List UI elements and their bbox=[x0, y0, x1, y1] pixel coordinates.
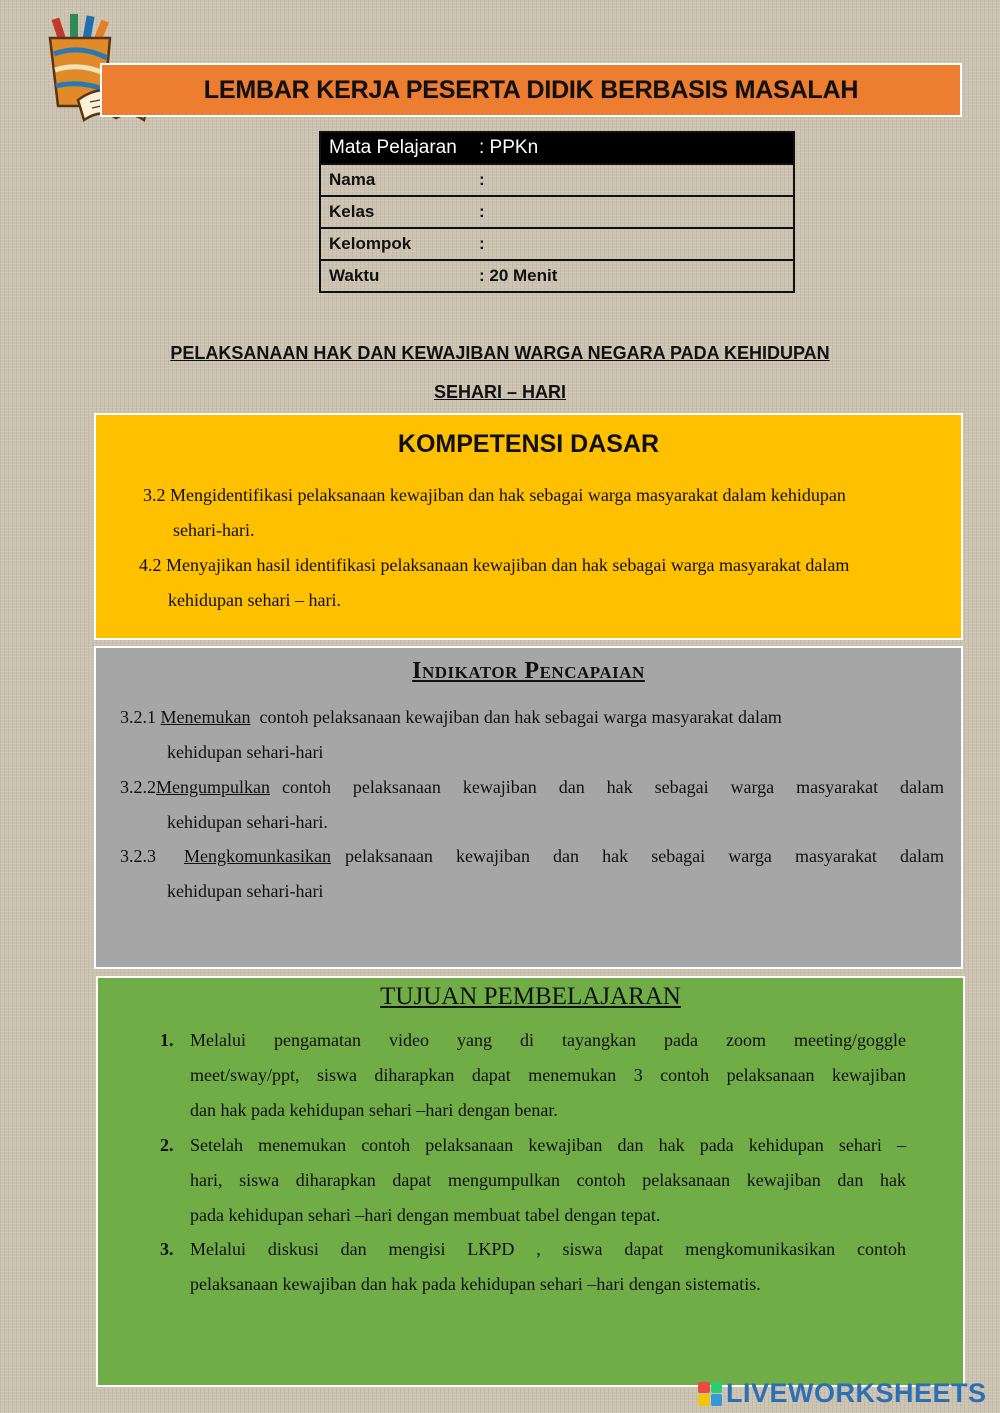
class-field[interactable]: : bbox=[471, 196, 794, 228]
indicator-line-2: kehidupan sehari-hari bbox=[167, 881, 324, 901]
indicator-line-2: kehidupan sehari-hari bbox=[167, 742, 324, 762]
subject-label: Mata Pelajaran bbox=[320, 132, 471, 164]
objective-line: meet/sway/ppt, siswa diharapkan dapat menemukan 3 contoh pelaksanaan kewajiban bbox=[190, 1065, 906, 1085]
table-row bbox=[320, 132, 794, 164]
indicator-number: 3.2.3 bbox=[120, 846, 156, 866]
competence-item-1-line-1: 3.2 Mengidentifikasi pelaksanaan kewajiban dan hak sebagai warga masyarakat dalam kehidupan bbox=[143, 485, 846, 505]
objective-line: Melalui pengamatan video yang di tayangkan pada zoom meeting/goggle bbox=[190, 1030, 906, 1050]
indicator-verb: Mengkomunkasikan bbox=[184, 846, 331, 866]
objective-line: hari, siswa diharapkan dapat mengumpulkan contoh pelaksanaan kewajiban dan hak bbox=[190, 1170, 906, 1190]
watermark-text: LIVEWORKSHEETS bbox=[726, 1378, 987, 1408]
indicator-item bbox=[120, 700, 782, 735]
name-field[interactable]: : bbox=[471, 164, 794, 196]
time-value: : 20 Menit bbox=[471, 260, 794, 292]
objective-line: Setelah menemukan contoh pelaksanaan kewajiban dan hak pada kehidupan sehari – bbox=[190, 1135, 906, 1155]
indicator-item bbox=[120, 839, 944, 874]
name-label: Nama bbox=[320, 164, 471, 196]
objective-number: 2. bbox=[160, 1135, 174, 1155]
time-label: Waktu bbox=[320, 260, 471, 292]
objective-number: 1. bbox=[160, 1030, 174, 1050]
competence-item-2-line-2: kehidupan sehari – hari. bbox=[168, 590, 341, 610]
indicator-text: pelaksanaan kewajiban dan hak sebagai warga masyarakat dalam bbox=[344, 846, 944, 866]
topic-title-line-1: PELAKSANAAN HAK DAN KEWAJIBAN WARGA NEGARA PADA KEHIDUPAN bbox=[170, 343, 830, 363]
achievement-indicator-heading: Indikator Pencapaian bbox=[412, 658, 645, 684]
indicator-line-2: kehidupan sehari-hari. bbox=[167, 812, 328, 832]
indicator-text: contoh pelaksanaan kewajiban dan hak sebagai warga masyarakat dalam bbox=[282, 777, 944, 797]
group-label: Kelompok bbox=[320, 228, 471, 260]
table-row bbox=[320, 260, 794, 292]
indicator-verb: Menemukan bbox=[160, 707, 251, 727]
objective-line: pelaksanaan kewajiban dan hak pada kehidupan sehari –hari dengan sistematis. bbox=[190, 1274, 761, 1294]
indicator-number: 3.2.2 bbox=[120, 777, 156, 797]
learning-objectives-heading: TUJUAN PEMBELAJARAN bbox=[380, 983, 681, 1010]
liveworksheets-logo-icon bbox=[698, 1382, 722, 1406]
competence-item-2-line-1: 4.2 Menyajikan hasil identifikasi pelaksanaan kewajiban dan hak sebagai warga masyarakat dalam bbox=[139, 555, 850, 575]
competence-item-1-line-2: sehari-hari. bbox=[173, 520, 255, 540]
student-info-table bbox=[319, 131, 795, 293]
indicator-number: 3.2.1 bbox=[120, 707, 156, 727]
indicator-verb: Mengumpulkan bbox=[156, 777, 270, 797]
liveworksheets-watermark bbox=[698, 1378, 987, 1409]
objective-number: 3. bbox=[160, 1239, 174, 1259]
table-row bbox=[320, 196, 794, 228]
table-row bbox=[320, 164, 794, 196]
subject-value: : PPKn bbox=[471, 132, 794, 164]
topic-title-line-2: SEHARI – HARI bbox=[433, 382, 567, 402]
indicator-item bbox=[120, 770, 944, 805]
worksheet-title: LEMBAR KERJA PESERTA DIDIK BERBASIS MASALAH bbox=[100, 63, 962, 117]
indicator-text: contoh pelaksanaan kewajiban dan hak sebagai warga masyarakat dalam bbox=[259, 707, 782, 727]
group-field[interactable]: : bbox=[471, 228, 794, 260]
objective-line: dan hak pada kehidupan sehari –hari dengan benar. bbox=[190, 1100, 558, 1120]
table-row bbox=[320, 228, 794, 260]
objective-line: pada kehidupan sehari –hari dengan membuat tabel dengan tepat. bbox=[190, 1205, 661, 1225]
objective-line: Melalui diskusi dan mengisi LKPD , siswa dapat mengkomunikasikan contoh bbox=[190, 1239, 906, 1259]
basic-competence-heading: KOMPETENSI DASAR bbox=[397, 430, 660, 458]
class-label: Kelas bbox=[320, 196, 471, 228]
